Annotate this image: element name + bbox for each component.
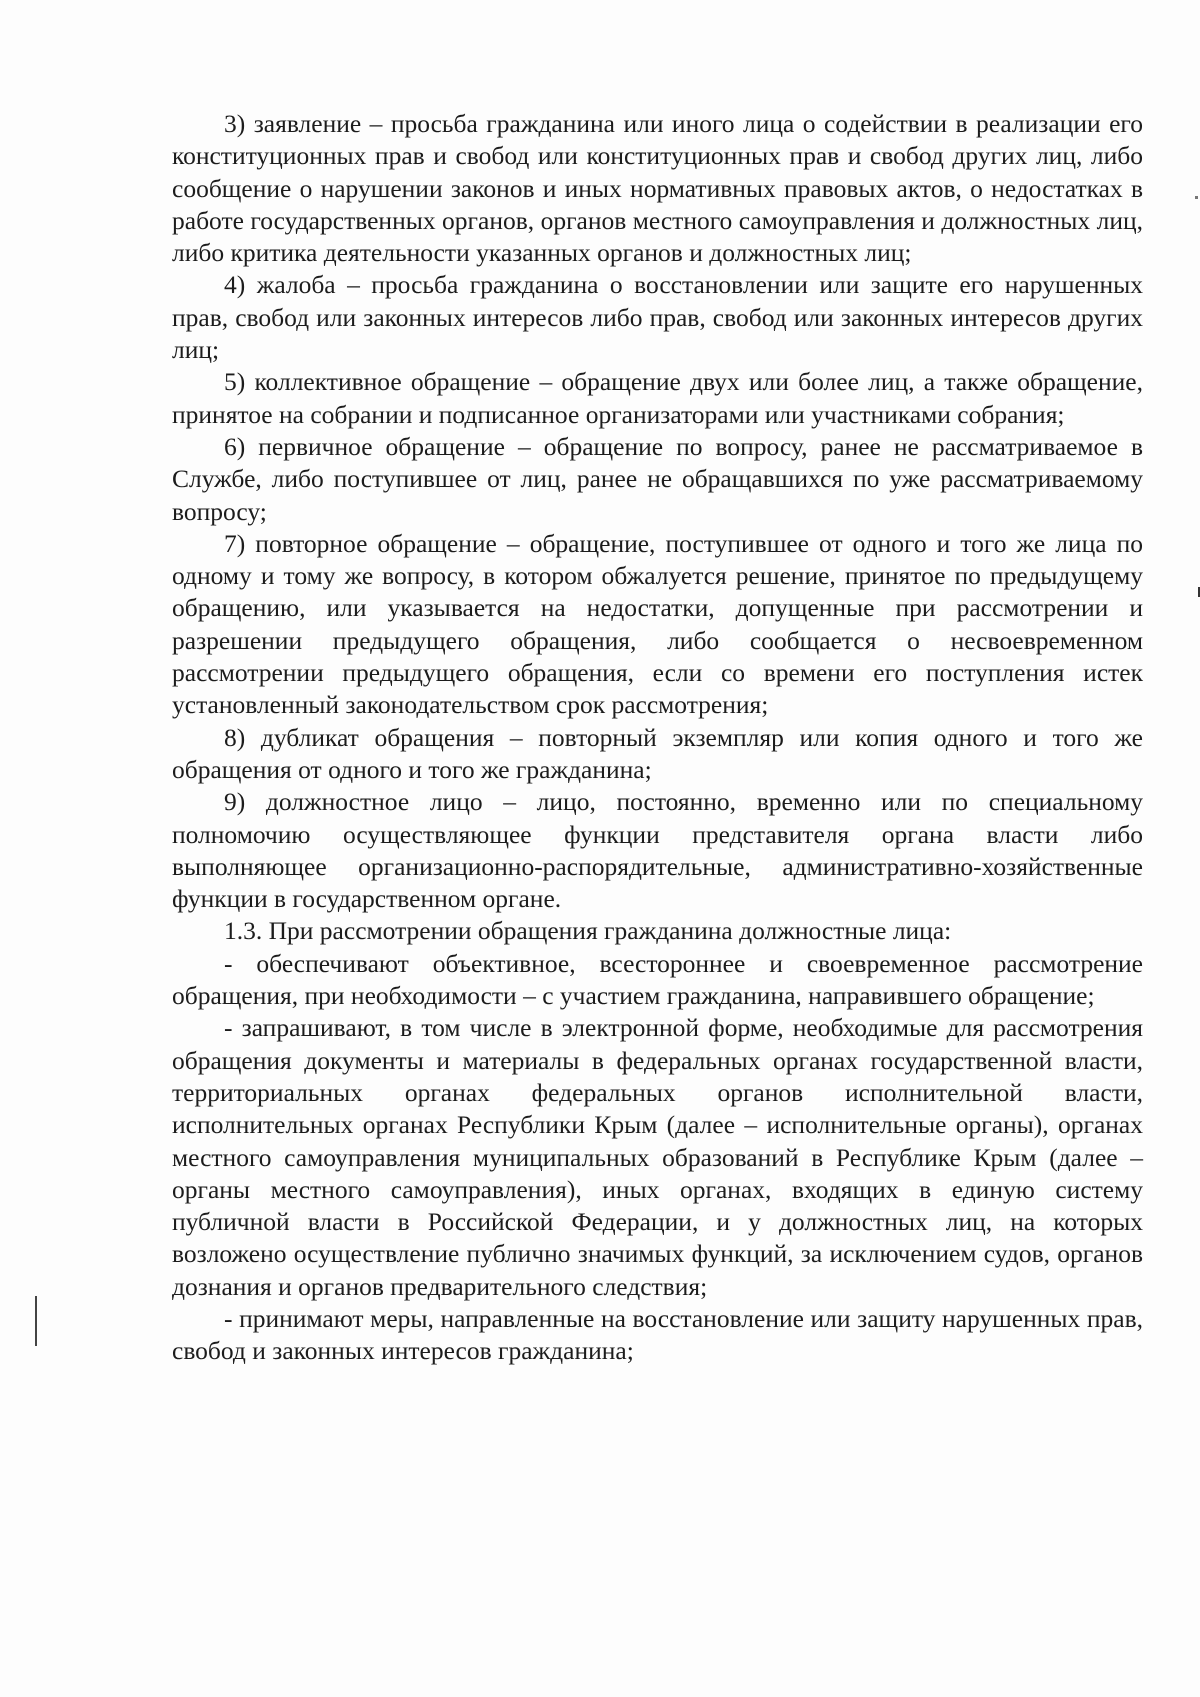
paragraph-section-1-3-heading: 1.3. При рассмотрении обращения гражданина должностные лица: [224, 916, 952, 946]
paragraph-duty-ensure-review: - обеспечивают объективное, всестороннее и своевременное рассмотрение обращения, при необходимости – с участием гражданина, направившего обращение; [172, 948, 1143, 1011]
paragraph-duplicate-appeal-definition: 8) дубликат обращения – повторный экземпляр или копия одного и того же обращения от одного и того же гражданина; [172, 722, 1143, 784]
scan-artifact-mark-left [35, 1296, 37, 1346]
paragraph-repeated-appeal-definition: 7) повторное обращение – обращение, поступившее от одного и того же лица по одному и тому же вопросу, в котором обжалуется решение, принятое по предыдущему обращению, или указывается на недостатки, допущенные при рассмотрении и разрешении предыдущего обращения, либо сообщается о несвоевременном рассмотрении предыдущего обращения, если со времени его поступления истек установленный законодательством срок рассмотрения; [172, 528, 1143, 720]
paragraph-statement-definition: 3) заявление – просьба гражданина или иного лица о содействии в реализации его конституционных прав и свобод или конституционных прав и свобод других лиц, либо сообщение о нарушении законов и иных нормативных правовых актов, о недостатках в работе государственных органов, органов местного самоуправления и должностных лиц, либо критика деятельности указанных органов и должностных лиц; [172, 109, 1143, 268]
paragraph-collective-appeal-definition: 5) коллективное обращение – обращение двух или более лиц, а также обращение, принятое на собрании и подписанное организаторами или участниками собрания; [172, 367, 1143, 429]
paragraph-official-definition: 9) должностное лицо – лицо, постоянно, временно или по специальному полномочию осуществляющее функции представителя органа власти либо выполняющее организационно-распорядительные, административно-хозяйственные функции в государственном органе. [172, 787, 1143, 914]
paragraph-primary-appeal-definition: 6) первичное обращение – обращение по вопросу, ранее не рассматриваемое в Службе, либо поступившее от лиц, ранее не обращавшихся по уже рассматриваемому вопросу; [172, 431, 1143, 526]
document-body [172, 108, 1143, 1368]
paragraph-duty-restore-rights: - принимают меры, направленные на восстановление или защиту нарушенных прав, свобод и законных интересов гражданина; [172, 1303, 1143, 1366]
scan-artifact-dot [1195, 196, 1198, 199]
paragraph-duty-request-documents: - запрашивают, в том числе в электронной форме, необходимые для рассмотрения обращения документы и материалы в федеральных органах государственной власти, территориальных органах федеральных органов исполнительной власти, исполнительных органах Республики Крым (далее – исполнительные органы), органах местного самоуправления муниципальных образований в Республике Крым (далее – органы местного самоуправления), иных органах, входящих в единую систему публичной власти в Российской Федерации, и у должностных лиц, на которых возложено осуществление публично значимых функций, за исключением судов, органов дознания и органов предварительного следствия; [172, 1013, 1143, 1301]
paragraph-complaint-definition: 4) жалоба – просьба гражданина о восстановлении или защите его нарушенных прав, свобод или законных интересов либо прав, свобод или законных интересов других лиц; [172, 270, 1143, 365]
